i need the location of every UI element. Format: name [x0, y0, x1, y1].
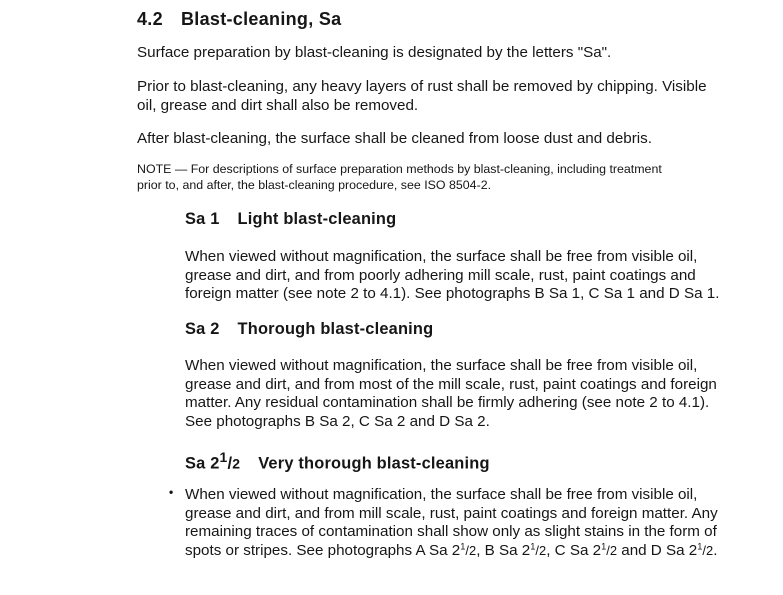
note-line: NOTE — For descriptions of surface preparation methods by blast-cleaning, including treatment — [137, 162, 662, 176]
paragraph-line: Prior to blast-cleaning, any heavy layers of rust shall be removed by chipping. Visible — [137, 78, 707, 95]
margin-mark-icon: • — [169, 485, 174, 499]
grade-code: Sa $2^1/2$ — [185, 449, 241, 473]
grade-sa2-description — [185, 357, 768, 431]
description-line: When viewed without magnification, the surface shall be free from visible oil, — [185, 248, 698, 265]
grade-sa2-heading — [185, 320, 433, 339]
description-line: grease and dirt, and from mill scale, rust, paint coatings and foreign matter. Any — [185, 504, 718, 522]
description-line: grease and dirt, and from most of the mill scale, rust, paint coatings and foreign — [185, 375, 717, 393]
paragraph-line: After blast-cleaning, the surface shall be cleaned from loose dust and debris. — [137, 130, 652, 147]
paragraph-line: oil, grease and dirt shall also be removed. — [137, 97, 419, 114]
grade-title: Thorough blast-cleaning — [237, 320, 434, 338]
description-line: matter. Any residual contamination shall be firmly adhering (see note 2 to 4.1). — [185, 394, 710, 411]
grade-sa2-half-heading — [185, 449, 490, 473]
section-number: 4.2 — [137, 9, 163, 29]
section-title: Blast-cleaning, Sa — [181, 9, 342, 29]
grade-sa2-half-description — [185, 486, 768, 560]
fraction-numerator: 1 — [219, 449, 228, 465]
description-line: foreign matter (see note 2 to 4.1). See photographs B Sa 1, C Sa 1 and D Sa 1. — [185, 285, 720, 302]
grade-title: Light blast-cleaning — [237, 210, 397, 228]
intro-paragraph-2 — [137, 77, 769, 115]
intro-paragraph-1 — [137, 43, 769, 62]
grade-code: Sa 1 — [185, 210, 220, 228]
description-line-last: spots or stripes. See photographs A Sa $2^1/2$, B Sa $2^1/2$, C Sa $2^1/2$ and D Sa $2^1/2$. — [185, 541, 718, 559]
grade-code-prefix: Sa 2 — [185, 454, 220, 473]
section-heading — [137, 9, 341, 30]
description-line: grease and dirt, and from poorly adhering mill scale, rust, paint coatings and — [185, 266, 696, 284]
description-line: See photographs B Sa 2, C Sa 2 and D Sa 2. — [185, 412, 490, 430]
grade-code: Sa 2 — [185, 320, 220, 338]
description-line: When viewed without magnification, the surface shall be free from visible oil, — [185, 486, 698, 503]
paragraph-line: Surface preparation by blast-cleaning is designated by the letters "Sa". — [137, 44, 612, 61]
description-line: remaining traces of contamination shall show only as slight stains in the form of — [185, 523, 717, 540]
grade-sa1-heading — [185, 210, 396, 229]
grade-sa1-description — [185, 248, 768, 304]
description-line: When viewed without magnification, the surface shall be free from visible oil, — [185, 357, 698, 374]
grade-title: Very thorough blast-cleaning — [258, 454, 490, 473]
fraction-denominator: 2 — [232, 455, 241, 472]
note-paragraph — [137, 161, 777, 193]
intro-paragraph-3 — [137, 129, 769, 148]
note-line: prior to, and after, the blast-cleaning procedure, see ISO 8504-2. — [137, 178, 492, 192]
